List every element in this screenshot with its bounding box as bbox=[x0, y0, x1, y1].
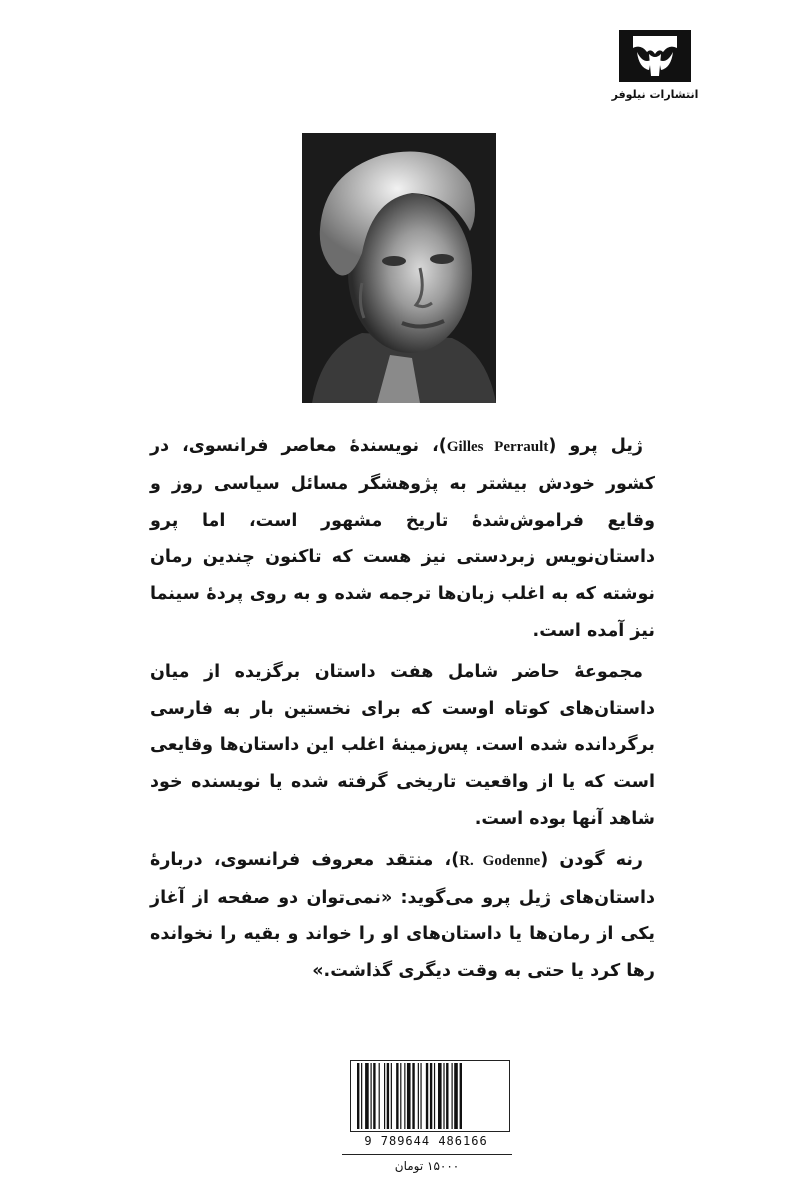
flower-shield-icon bbox=[619, 30, 691, 82]
paragraph-2-text: مجموعۀ حاضر شامل هفت داستان برگزیده از میان داستان‌های کوتاه اوست که برای نخستین بار به فارسی برگردانده شده است. پس‌زمینۀ اغلب این داستان‌ها وقایعی است که یا از واقعیت تاریخی گرفته شده یا نویسنده خود شاهد آنها بوده است. bbox=[150, 661, 655, 829]
back-cover-text bbox=[150, 428, 655, 990]
publisher-block bbox=[610, 30, 700, 101]
paragraph-1 bbox=[150, 428, 655, 650]
author-portrait bbox=[302, 133, 496, 403]
isbn-digits: 9 789644 486166 bbox=[364, 1134, 488, 1148]
publisher-name: انتشارات نیلوفر bbox=[611, 88, 699, 101]
price-label: ۱۵۰۰۰ تومان bbox=[342, 1154, 512, 1173]
paragraph-3-post: )، منتقد معروف فرانسوی، دربارۀ داستان‌های ژیل پرو می‌گوید: «نمی‌توان دو صفحه از آغاز یکی از رمان‌ها یا داستان‌های او را خواند و بقیه را نخوانده رها کرد یا حتی به وقت دیگری گذاشت.» bbox=[150, 849, 655, 982]
paragraph-2 bbox=[150, 654, 655, 838]
barcode-block bbox=[342, 1060, 512, 1173]
isbn-barcode bbox=[350, 1060, 510, 1132]
paragraph-1-pre: ژیل پرو ( bbox=[548, 436, 643, 456]
paragraph-3-pre: رنه گودن ( bbox=[540, 849, 643, 870]
author-portrait-photo bbox=[302, 133, 496, 403]
paragraph-3 bbox=[150, 842, 655, 990]
critic-latin-name: R. Godenne bbox=[459, 852, 541, 869]
author-latin-name: Gilles Perrault bbox=[446, 439, 549, 455]
paragraph-1-post: )، نویسندۀ معاصر فرانسوی، در کشور خودش بیشتر به پژوهشگر مسائل سیاسی روز و وقایع فراموش‌شدۀ تاریخ مشهور است، اما پرو داستان‌نویس زبردستی نیز هست که تاکنون چندین رمان نوشته که به اغلب زبان‌ها ترجمه شده و به روی پردۀ سینما نیز آمده است. bbox=[150, 436, 655, 641]
